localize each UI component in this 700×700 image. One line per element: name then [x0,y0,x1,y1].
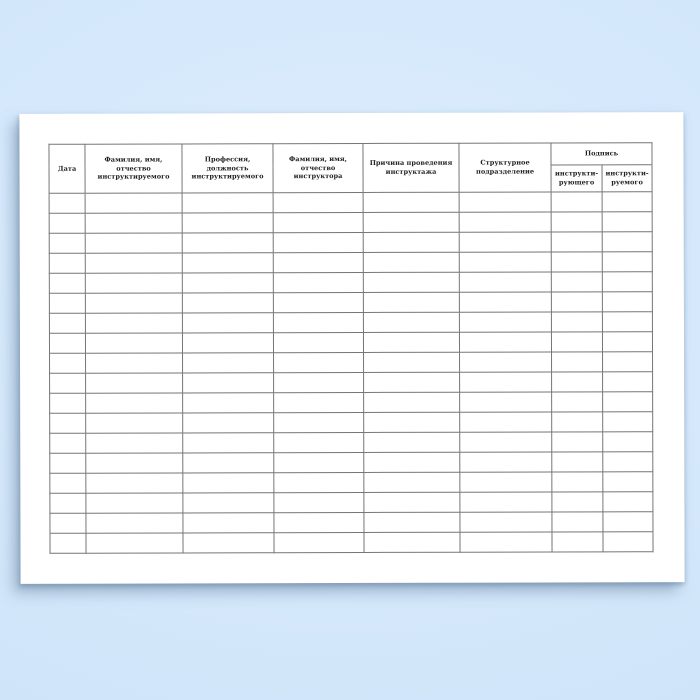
table-cell-empty [363,212,459,232]
table-header [49,143,652,194]
table-cell-empty [183,373,274,393]
table-cell-empty [363,272,459,292]
table-cell-empty [364,352,460,372]
table-cell-empty [363,332,459,352]
table-cell-empty [602,252,652,272]
table-cell-empty [603,352,653,372]
table-cell-empty [49,293,85,313]
table-row [49,332,652,354]
table-cell-empty [273,292,363,312]
table-cell-empty [85,213,182,233]
table-cell-empty [460,532,552,552]
table-cell-empty [459,292,551,312]
header-instructor-name: Фамилия, имя, отчество инструктора [273,143,363,192]
table-cell-empty [183,493,274,513]
table-row [49,232,652,254]
table-cell-empty [459,252,551,272]
table-cell-empty [86,513,183,533]
table-row [49,272,652,294]
table-cell-empty [274,412,364,432]
table-cell-empty [364,432,460,452]
table-row [50,412,653,434]
table-cell-empty [85,313,182,333]
table-cell-empty [552,492,603,512]
table-row [50,532,653,554]
table-cell-empty [460,512,552,532]
table-row [50,472,653,494]
table-cell-empty [459,312,551,332]
table-cell-empty [460,352,552,372]
table-cell-empty [603,472,653,492]
table-cell-empty [364,392,460,412]
table-cell-empty [182,293,273,313]
table-cell-empty [85,253,182,273]
table-cell-empty [86,393,183,413]
table-row [49,212,652,234]
table-cell-empty [49,193,85,213]
table-cell-empty [551,192,602,212]
table-cell-empty [49,253,85,273]
table-cell-empty [459,212,551,232]
table-cell-empty [460,412,552,432]
table-cell-empty [183,513,274,533]
table-cell-empty [603,392,653,412]
table-cell-empty [183,353,274,373]
table-cell-empty [183,433,274,453]
table-cell-empty [50,433,86,453]
table-cell-empty [273,212,363,232]
table-cell-empty [273,312,363,332]
table-cell-empty [50,393,86,413]
table-cell-empty [183,413,274,433]
table-cell-empty [183,533,274,553]
table-cell-empty [85,333,182,353]
table-cell-empty [363,292,459,312]
table-cell-empty [274,532,364,552]
table-cell-empty [460,452,552,472]
table-cell-empty [551,232,602,252]
table-row [49,312,652,334]
table-cell-empty [50,373,86,393]
table-cell-empty [552,432,603,452]
table-row [49,192,652,214]
table-cell-empty [273,192,363,212]
table-row [49,292,652,314]
table-cell-empty [50,473,86,493]
header-trainee-name: Фамилия, имя, отчество инструктируемого [85,144,182,193]
table-cell-empty [273,272,363,292]
table-cell-empty [602,212,652,232]
table-cell-empty [551,272,602,292]
table-cell-empty [274,392,364,412]
table-cell-empty [273,232,363,252]
table-cell-empty [50,493,86,513]
table-cell-empty [274,492,364,512]
table-cell-empty [459,272,551,292]
table-row [50,372,653,394]
table-cell-empty [602,332,652,352]
table-cell-empty [551,312,602,332]
table-cell-empty [551,212,602,232]
table-cell-empty [182,213,273,233]
paper-sheet [19,112,684,584]
table-cell-empty [49,273,85,293]
table-cell-empty [274,452,364,472]
table-row [49,252,652,274]
table-cell-empty [602,312,652,332]
table-cell-empty [274,372,364,392]
table-cell-empty [86,433,183,453]
table-cell-empty [274,432,364,452]
table-cell-empty [273,252,363,272]
header-trainee-profession: Профессия, должность инструктируемого [182,144,273,193]
table-cell-empty [552,412,603,432]
table-cell-empty [552,512,603,532]
table-cell-empty [459,332,551,352]
table-cell-empty [364,532,460,552]
header-reason: Причина проведения инструктажа [363,143,459,192]
table-cell-empty [86,373,183,393]
table-cell-empty [49,233,85,253]
table-cell-empty [459,232,551,252]
instruction-log-table [48,142,653,554]
table-cell-empty [603,532,653,552]
table-cell-empty [85,233,182,253]
table-cell-empty [460,492,552,512]
table-cell-empty [602,232,652,252]
table-cell-empty [182,313,273,333]
table-cell-empty [85,273,182,293]
table-cell-empty [460,472,552,492]
table-cell-empty [49,313,85,333]
table-cell-empty [603,412,653,432]
table-cell-empty [274,472,364,492]
table-cell-empty [603,372,653,392]
table-cell-empty [50,413,86,433]
table-cell-empty [364,492,460,512]
table-row [50,452,653,474]
table-row [50,512,653,534]
table-cell-empty [460,372,552,392]
table-cell-empty [363,232,459,252]
table-cell-empty [363,252,459,272]
table-cell-empty [274,512,364,532]
table-cell-empty [86,493,183,513]
table-cell-empty [602,272,652,292]
table-cell-empty [460,392,552,412]
table-cell-empty [50,453,86,473]
table-cell-empty [603,452,653,472]
header-date: Дата [49,144,85,193]
table-cell-empty [602,292,652,312]
table-cell-empty [364,512,460,532]
table-cell-empty [460,432,552,452]
table-cell-empty [603,512,653,532]
table-cell-empty [364,452,460,472]
table-cell-empty [552,532,603,552]
table-cell-empty [182,273,273,293]
table-row [50,492,653,514]
table-row [50,392,653,414]
table-cell-empty [552,392,603,412]
table-cell-empty [459,192,551,212]
table-cell-empty [85,193,182,213]
table-cell-empty [551,252,602,272]
table-cell-empty [85,293,182,313]
table-cell-empty [86,413,183,433]
table-cell-empty [552,452,603,472]
table-cell-empty [50,513,86,533]
table-cell-empty [182,333,273,353]
header-department: Структурное подразделение [459,143,551,192]
table-cell-empty [551,332,602,352]
header-signature-instructor: инструкти- рующего [551,165,602,192]
table-cell-empty [50,353,86,373]
table-cell-empty [86,453,183,473]
table-cell-empty [182,193,273,213]
header-signature-trainee: инструкти- руемого [602,165,652,192]
table-cell-empty [182,233,273,253]
table-row [50,352,653,374]
table-cell-empty [274,352,364,372]
table-cell-empty [86,473,183,493]
header-signature-group: Подпись [551,143,652,165]
table-cell-empty [183,393,274,413]
table-cell-empty [86,353,183,373]
table-cell-empty [552,372,603,392]
table-cell-empty [363,192,459,212]
table-cell-empty [602,192,652,212]
table-cell-empty [182,253,273,273]
table-cell-empty [86,533,183,553]
table-cell-empty [183,453,274,473]
table-cell-empty [183,473,274,493]
table-cell-empty [551,292,602,312]
table-cell-empty [552,472,603,492]
table-cell-empty [273,332,363,352]
table-cell-empty [50,533,86,553]
table-row [50,432,653,454]
table-cell-empty [603,432,653,452]
table-cell-empty [552,352,603,372]
table-cell-empty [363,312,459,332]
table-cell-empty [49,213,85,233]
table-cell-empty [603,492,653,512]
table-cell-empty [364,472,460,492]
table-cell-empty [364,372,460,392]
table-cell-empty [364,412,460,432]
table-body [49,192,653,554]
table-cell-empty [49,333,85,353]
